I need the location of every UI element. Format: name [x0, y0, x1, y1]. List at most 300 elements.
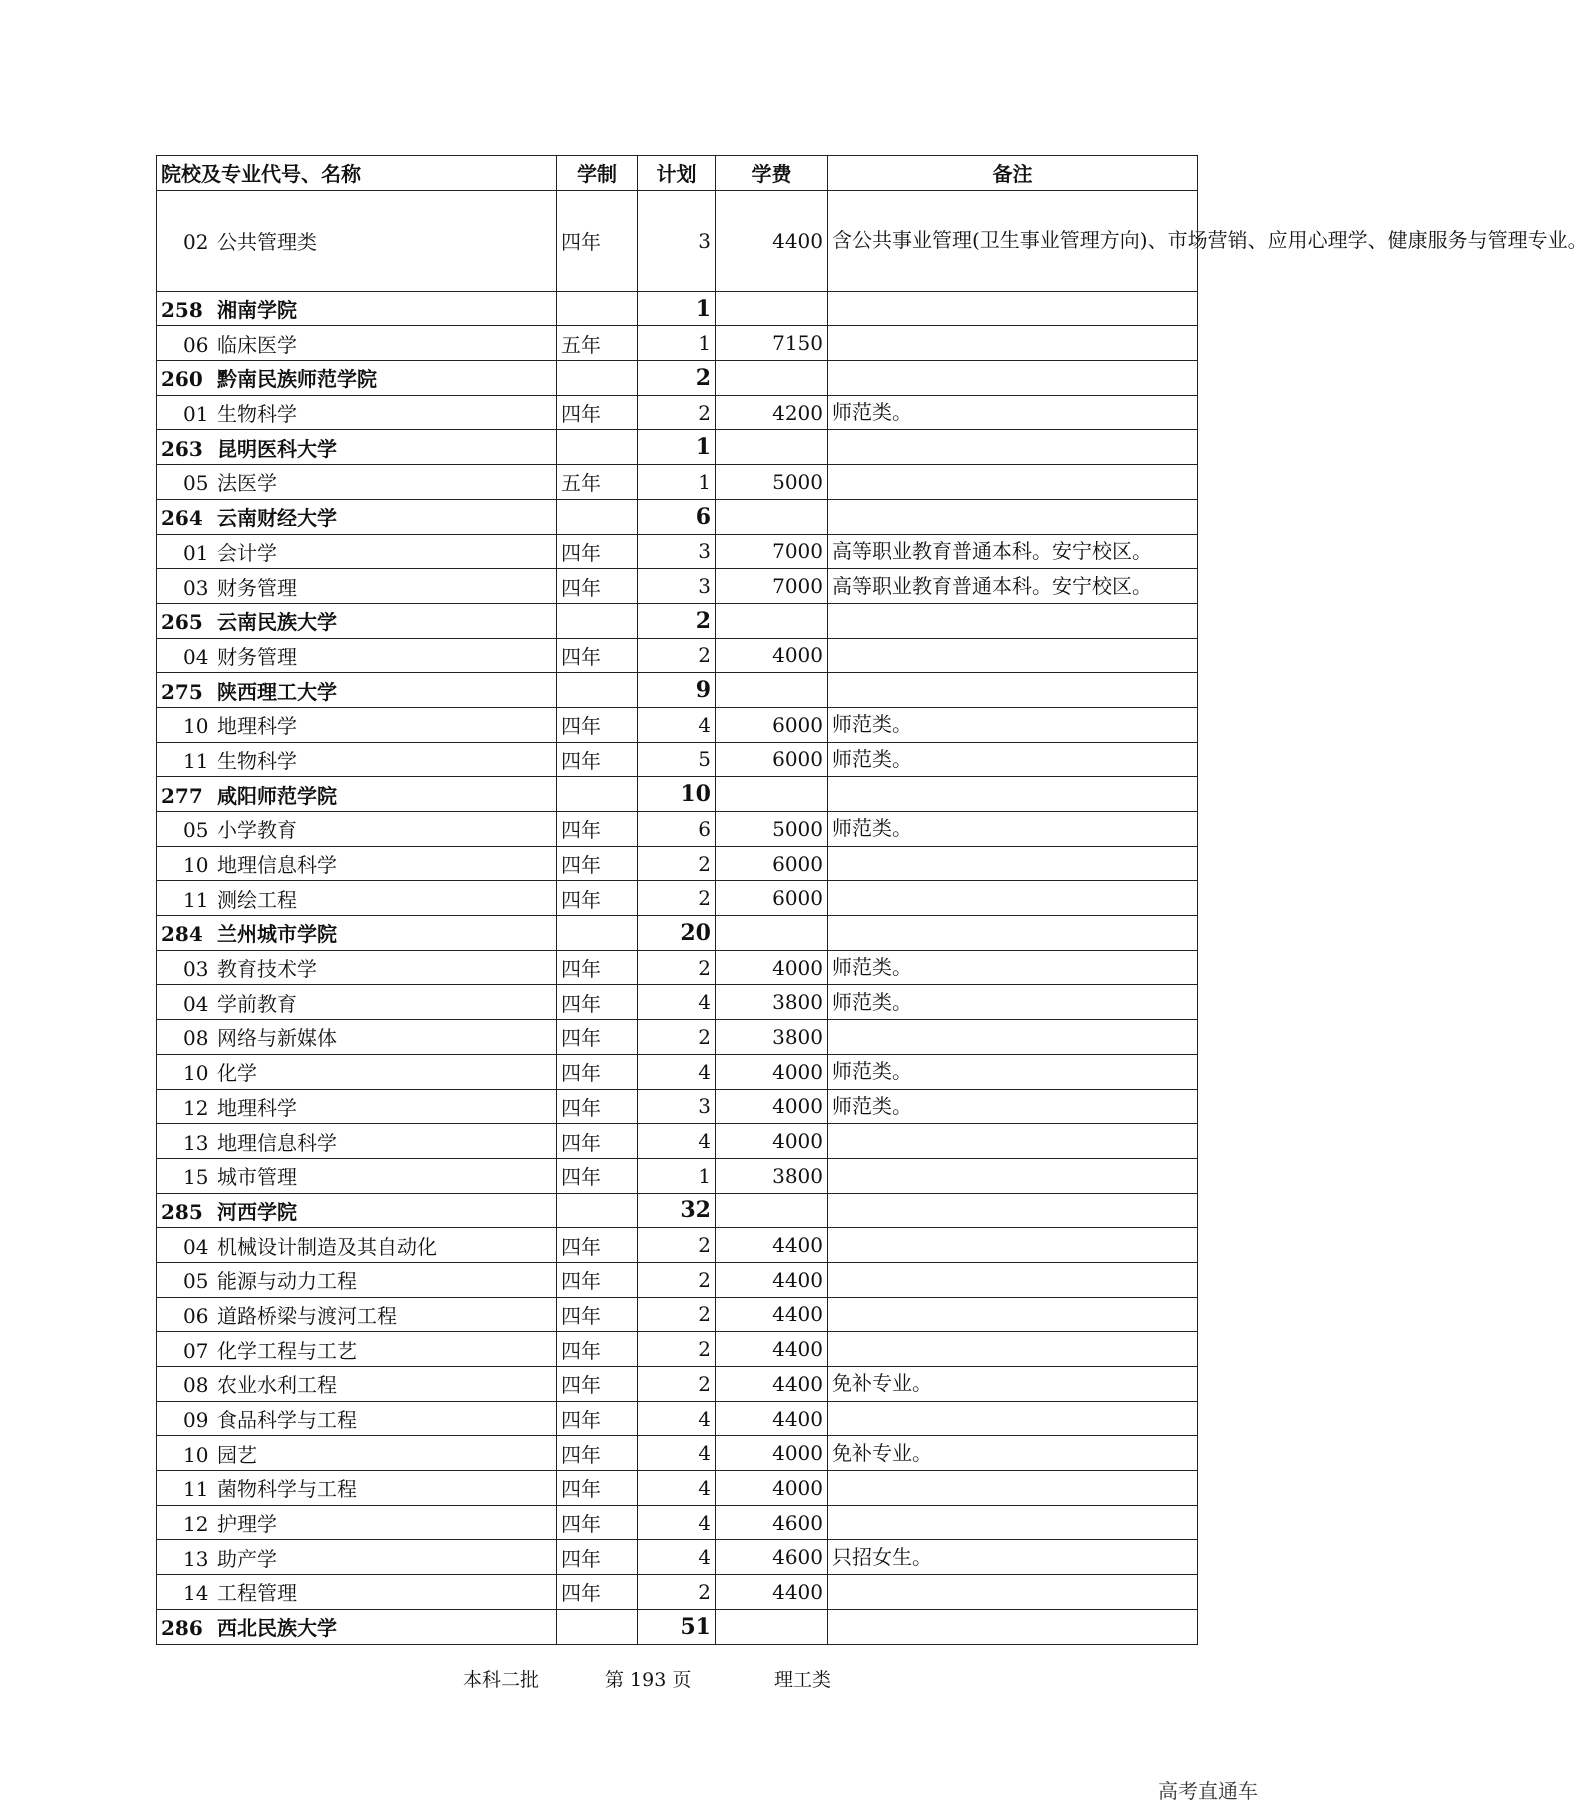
school-code: 285: [161, 1199, 203, 1224]
major-row: [157, 1262, 1198, 1297]
school-tuition-cell: [716, 430, 828, 465]
major-code: 13: [183, 1130, 209, 1155]
footer-page-number: 第 193 页: [605, 1669, 692, 1691]
major-cell: [157, 1228, 557, 1263]
school-row: [157, 430, 1198, 465]
major-remark: 师范类。: [828, 395, 1198, 430]
major-duration: 四年: [557, 569, 638, 604]
major-remark: [828, 465, 1198, 500]
major-row: [157, 742, 1198, 777]
major-plan: 2: [638, 1228, 716, 1263]
school-duration-cell: [557, 499, 638, 534]
major-code: 04: [183, 991, 209, 1016]
major-code: 03: [183, 957, 209, 982]
school-tuition-cell: [716, 603, 828, 638]
major-plan: 2: [638, 1020, 716, 1055]
major-row: [157, 638, 1198, 673]
major-duration: 五年: [557, 326, 638, 361]
school-row: [157, 361, 1198, 396]
major-cell: [157, 1332, 557, 1367]
major-name: 会计学: [217, 540, 277, 565]
major-name: 助产学: [217, 1546, 277, 1571]
major-row: [157, 1020, 1198, 1055]
school-row: [157, 291, 1198, 326]
major-plan: 2: [638, 1297, 716, 1332]
school-code: 264: [161, 506, 203, 531]
major-plan: 3: [638, 190, 716, 291]
major-remark: [828, 1575, 1198, 1610]
major-cell: [157, 1471, 557, 1506]
admission-plan-table-container: [156, 155, 1588, 1645]
major-remark: [828, 1228, 1198, 1263]
major-tuition: 4400: [716, 1297, 828, 1332]
major-plan: 4: [638, 985, 716, 1020]
major-remark: [828, 1158, 1198, 1193]
major-row: [157, 985, 1198, 1020]
school-code: 277: [161, 783, 203, 808]
school-remark-cell: [828, 916, 1198, 951]
major-tuition: 4000: [716, 950, 828, 985]
major-row: [157, 1401, 1198, 1436]
major-code: 05: [183, 471, 209, 496]
major-plan: 4: [638, 1124, 716, 1159]
major-plan: 2: [638, 846, 716, 881]
major-duration: 四年: [557, 812, 638, 847]
school-name: 昆明医科大学: [217, 436, 337, 461]
major-row: [157, 1228, 1198, 1263]
header-name: 院校及专业代号、名称: [157, 156, 557, 191]
major-name: 测绘工程: [217, 887, 297, 912]
major-duration: 四年: [557, 1020, 638, 1055]
major-cell: [157, 1367, 557, 1402]
admission-plan-table: [156, 155, 1588, 1645]
major-remark: 含公共事业管理(卫生事业管理方向)、市场营销、应用心理学、健康服务与管理专业。: [828, 190, 1198, 291]
major-cell: [157, 326, 557, 361]
major-plan: 4: [638, 1540, 716, 1575]
school-plan: 6: [638, 499, 716, 534]
major-code: 05: [183, 1269, 209, 1294]
major-row: [157, 1505, 1198, 1540]
major-code: 11: [183, 887, 209, 912]
school-code: 263: [161, 436, 203, 461]
header-remark: 备注: [828, 156, 1198, 191]
major-plan: 1: [638, 326, 716, 361]
major-row: [157, 1332, 1198, 1367]
major-cell: [157, 569, 557, 604]
major-row: [157, 534, 1198, 569]
school-remark-cell: [828, 603, 1198, 638]
school-row: [157, 603, 1198, 638]
major-cell: [157, 985, 557, 1020]
major-duration: 四年: [557, 1089, 638, 1124]
major-row: [157, 1089, 1198, 1124]
table-header-row: [157, 156, 1198, 191]
major-code: 06: [183, 1303, 209, 1328]
major-tuition: 4000: [716, 1471, 828, 1506]
major-duration: 四年: [557, 1054, 638, 1089]
major-cell: [157, 1401, 557, 1436]
major-name: 生物科学: [217, 402, 297, 427]
major-cell: [157, 1297, 557, 1332]
major-tuition: 4000: [716, 1436, 828, 1471]
major-name: 化学工程与工艺: [217, 1338, 357, 1363]
major-cell: [157, 1262, 557, 1297]
major-cell: [157, 707, 557, 742]
major-code: 12: [183, 1512, 209, 1537]
major-code: 07: [183, 1338, 209, 1363]
major-name: 地理科学: [217, 714, 297, 739]
school-row: [157, 673, 1198, 708]
major-tuition: 5000: [716, 465, 828, 500]
major-remark: [828, 638, 1198, 673]
major-duration: 四年: [557, 1124, 638, 1159]
major-duration: 四年: [557, 534, 638, 569]
major-duration: 四年: [557, 985, 638, 1020]
school-plan: 9: [638, 673, 716, 708]
major-name: 化学: [217, 1061, 257, 1086]
major-duration: 四年: [557, 1228, 638, 1263]
major-row: [157, 1297, 1198, 1332]
major-name: 地理信息科学: [217, 1130, 337, 1155]
table-body: [157, 190, 1588, 1644]
major-cell: [157, 812, 557, 847]
major-plan: 3: [638, 569, 716, 604]
school-remark-cell: [828, 499, 1198, 534]
major-cell: [157, 1436, 557, 1471]
school-plan: 1: [638, 291, 716, 326]
school-cell: [157, 673, 557, 708]
school-cell: [157, 777, 557, 812]
major-cell: [157, 1540, 557, 1575]
major-name: 网络与新媒体: [217, 1026, 337, 1051]
major-duration: 四年: [557, 1262, 638, 1297]
school-name: 云南财经大学: [217, 506, 337, 531]
major-tuition: 7000: [716, 534, 828, 569]
major-plan: 4: [638, 1471, 716, 1506]
major-tuition: 4400: [716, 1575, 828, 1610]
school-duration-cell: [557, 430, 638, 465]
major-duration: 四年: [557, 1471, 638, 1506]
major-name: 公共管理类: [217, 230, 317, 255]
major-tuition: 4000: [716, 1089, 828, 1124]
major-name: 学前教育: [217, 991, 297, 1016]
major-row: [157, 1367, 1198, 1402]
major-plan: 2: [638, 1332, 716, 1367]
major-code: 15: [183, 1165, 209, 1190]
major-duration: 四年: [557, 1505, 638, 1540]
major-row: [157, 1054, 1198, 1089]
major-tuition: 3800: [716, 1020, 828, 1055]
school-remark-cell: [828, 777, 1198, 812]
footer-batch: 本科二批: [463, 1669, 540, 1691]
major-plan: 2: [638, 638, 716, 673]
school-row: [157, 777, 1198, 812]
school-duration-cell: [557, 361, 638, 396]
major-remark: 师范类。: [828, 707, 1198, 742]
major-cell: [157, 1505, 557, 1540]
major-tuition: 6000: [716, 881, 828, 916]
school-code: 258: [161, 298, 203, 323]
school-plan: 51: [638, 1609, 716, 1644]
major-cell: [157, 638, 557, 673]
school-remark-cell: [828, 291, 1198, 326]
school-tuition-cell: [716, 916, 828, 951]
header-plan: 计划: [638, 156, 716, 191]
major-plan: 2: [638, 1367, 716, 1402]
major-duration: 四年: [557, 1540, 638, 1575]
school-name: 陕西理工大学: [217, 679, 337, 704]
school-code: 286: [161, 1616, 203, 1641]
major-code: 04: [183, 1234, 209, 1259]
major-tuition: 4400: [716, 1228, 828, 1263]
major-remark: [828, 1124, 1198, 1159]
school-name: 西北民族大学: [217, 1616, 337, 1641]
major-tuition: 4400: [716, 1367, 828, 1402]
major-code: 05: [183, 818, 209, 843]
major-remark: [828, 1505, 1198, 1540]
major-name: 道路桥梁与渡河工程: [217, 1303, 397, 1328]
major-remark: [828, 1262, 1198, 1297]
major-remark: 免补专业。: [828, 1367, 1198, 1402]
major-cell: [157, 465, 557, 500]
major-code: 01: [183, 540, 209, 565]
major-cell: [157, 1575, 557, 1610]
major-duration: 四年: [557, 395, 638, 430]
major-code: 12: [183, 1095, 209, 1120]
major-cell: [157, 1158, 557, 1193]
major-code: 06: [183, 332, 209, 357]
major-row: [157, 1540, 1198, 1575]
school-cell: [157, 916, 557, 951]
major-code: 13: [183, 1546, 209, 1571]
school-remark-cell: [828, 1193, 1198, 1228]
school-row: [157, 916, 1198, 951]
major-plan: 2: [638, 395, 716, 430]
major-code: 02: [183, 230, 209, 255]
school-plan: 2: [638, 361, 716, 396]
major-duration: 四年: [557, 1367, 638, 1402]
school-name: 云南民族大学: [217, 610, 337, 635]
school-duration-cell: [557, 1609, 638, 1644]
major-name: 临床医学: [217, 332, 297, 357]
major-row: [157, 465, 1198, 500]
major-plan: 4: [638, 1401, 716, 1436]
major-cell: [157, 1020, 557, 1055]
major-cell: [157, 881, 557, 916]
school-code: 265: [161, 610, 203, 635]
major-remark: 师范类。: [828, 950, 1198, 985]
major-tuition: 6000: [716, 707, 828, 742]
major-tuition: 4400: [716, 190, 828, 291]
major-tuition: 4200: [716, 395, 828, 430]
school-tuition-cell: [716, 777, 828, 812]
major-code: 10: [183, 1442, 209, 1467]
major-row: [157, 881, 1198, 916]
major-duration: 四年: [557, 638, 638, 673]
major-name: 小学教育: [217, 818, 297, 843]
major-code: 09: [183, 1408, 209, 1433]
major-duration: 四年: [557, 707, 638, 742]
major-tuition: 4000: [716, 638, 828, 673]
major-row: [157, 1158, 1198, 1193]
school-row: [157, 1609, 1198, 1644]
major-tuition: 4400: [716, 1332, 828, 1367]
major-cell: [157, 950, 557, 985]
major-code: 03: [183, 575, 209, 600]
major-tuition: 3800: [716, 1158, 828, 1193]
major-cell: [157, 395, 557, 430]
major-name: 财务管理: [217, 644, 297, 669]
major-duration: 四年: [557, 1158, 638, 1193]
major-duration: 四年: [557, 1436, 638, 1471]
school-tuition-cell: [716, 1193, 828, 1228]
major-row: [157, 1575, 1198, 1610]
major-code: 08: [183, 1026, 209, 1051]
school-cell: [157, 603, 557, 638]
major-row: [157, 846, 1198, 881]
school-plan: 1: [638, 430, 716, 465]
school-remark-cell: [828, 673, 1198, 708]
major-row: [157, 395, 1198, 430]
school-code: 284: [161, 922, 203, 947]
major-tuition: 4000: [716, 1124, 828, 1159]
major-remark: [828, 846, 1198, 881]
major-duration: 四年: [557, 1575, 638, 1610]
major-name: 园艺: [217, 1442, 257, 1467]
school-row: [157, 499, 1198, 534]
major-plan: 5: [638, 742, 716, 777]
major-row: [157, 1124, 1198, 1159]
major-plan: 4: [638, 1054, 716, 1089]
header-duration: 学制: [557, 156, 638, 191]
major-tuition: 4600: [716, 1505, 828, 1540]
major-plan: 2: [638, 1575, 716, 1610]
school-remark-cell: [828, 1609, 1198, 1644]
school-tuition-cell: [716, 1609, 828, 1644]
school-tuition-cell: [716, 673, 828, 708]
school-name: 咸阳师范学院: [217, 783, 337, 808]
major-code: 10: [183, 1061, 209, 1086]
school-remark-cell: [828, 430, 1198, 465]
major-name: 教育技术学: [217, 957, 317, 982]
school-duration-cell: [557, 673, 638, 708]
major-duration: 四年: [557, 846, 638, 881]
major-tuition: 6000: [716, 846, 828, 881]
school-name: 黔南民族师范学院: [217, 367, 377, 392]
major-duration: 五年: [557, 465, 638, 500]
major-plan: 4: [638, 1436, 716, 1471]
major-plan: 2: [638, 881, 716, 916]
major-remark: 高等职业教育普通本科。安宁校区。: [828, 569, 1198, 604]
school-cell: [157, 499, 557, 534]
watermark: 高考直通车: [1158, 1779, 1258, 1803]
major-remark: [828, 881, 1198, 916]
major-name: 工程管理: [217, 1581, 297, 1606]
school-remark-cell: [828, 361, 1198, 396]
major-name: 农业水利工程: [217, 1373, 337, 1398]
school-name: 湘南学院: [217, 298, 297, 323]
major-duration: 四年: [557, 742, 638, 777]
school-duration-cell: [557, 603, 638, 638]
major-tuition: 4000: [716, 1054, 828, 1089]
footer-category: 理工类: [774, 1669, 832, 1691]
major-name: 菌物科学与工程: [217, 1477, 357, 1502]
major-duration: 四年: [557, 1332, 638, 1367]
major-name: 地理信息科学: [217, 853, 337, 878]
major-row: [157, 326, 1198, 361]
major-cell: [157, 190, 557, 291]
major-code: 08: [183, 1373, 209, 1398]
major-row: [157, 707, 1198, 742]
major-name: 护理学: [217, 1512, 277, 1537]
major-name: 法医学: [217, 471, 277, 496]
major-name: 生物科学: [217, 748, 297, 773]
major-name: 城市管理: [217, 1165, 297, 1190]
school-cell: [157, 430, 557, 465]
school-plan: 10: [638, 777, 716, 812]
school-cell: [157, 1193, 557, 1228]
major-row: [157, 1471, 1198, 1506]
major-plan: 6: [638, 812, 716, 847]
major-tuition: 7150: [716, 326, 828, 361]
school-tuition-cell: [716, 361, 828, 396]
major-remark: 师范类。: [828, 1054, 1198, 1089]
major-cell: [157, 534, 557, 569]
school-plan: 32: [638, 1193, 716, 1228]
major-remark: [828, 1020, 1198, 1055]
school-name: 兰州城市学院: [217, 922, 337, 947]
major-tuition: 5000: [716, 812, 828, 847]
major-tuition: 4400: [716, 1262, 828, 1297]
school-duration-cell: [557, 916, 638, 951]
major-plan: 3: [638, 1089, 716, 1124]
major-remark: 免补专业。: [828, 1436, 1198, 1471]
major-name: 能源与动力工程: [217, 1269, 357, 1294]
school-code: 275: [161, 679, 203, 704]
major-tuition: 3800: [716, 985, 828, 1020]
major-row: [157, 950, 1198, 985]
major-plan: 2: [638, 950, 716, 985]
major-remark: 师范类。: [828, 742, 1198, 777]
school-code: 260: [161, 367, 203, 392]
school-plan: 20: [638, 916, 716, 951]
major-code: 10: [183, 714, 209, 739]
major-duration: 四年: [557, 950, 638, 985]
major-name: 财务管理: [217, 575, 297, 600]
major-row: [157, 190, 1198, 291]
major-plan: 2: [638, 1262, 716, 1297]
school-cell: [157, 1609, 557, 1644]
major-code: 01: [183, 402, 209, 427]
major-plan: 1: [638, 465, 716, 500]
major-cell: [157, 1054, 557, 1089]
major-code: 10: [183, 853, 209, 878]
major-name: 机械设计制造及其自动化: [217, 1234, 437, 1259]
school-row: [157, 1193, 1198, 1228]
major-duration: 四年: [557, 1401, 638, 1436]
school-cell: [157, 291, 557, 326]
major-code: 14: [183, 1581, 209, 1606]
major-name: 食品科学与工程: [217, 1408, 357, 1433]
major-tuition: 6000: [716, 742, 828, 777]
major-remark: 师范类。: [828, 985, 1198, 1020]
major-tuition: 7000: [716, 569, 828, 604]
major-cell: [157, 1089, 557, 1124]
major-plan: 4: [638, 707, 716, 742]
school-duration-cell: [557, 777, 638, 812]
school-plan: 2: [638, 603, 716, 638]
major-plan: 1: [638, 1158, 716, 1193]
